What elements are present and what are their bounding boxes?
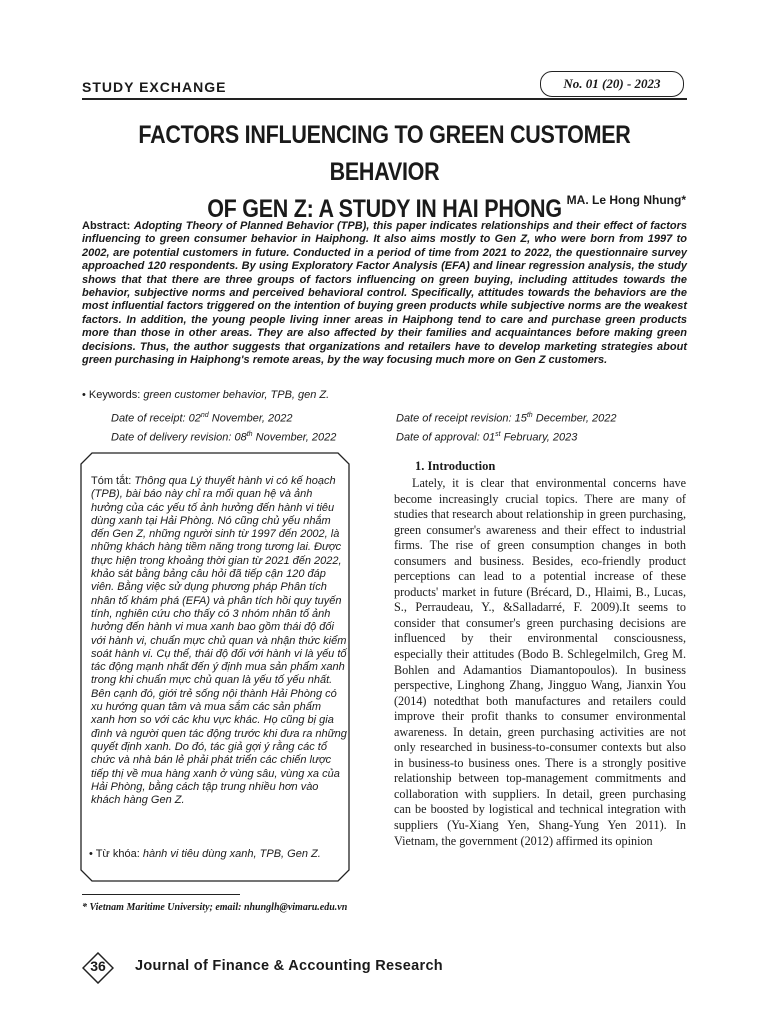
date-receipt-revision: Date of receipt revision: 15th December, 2022	[396, 412, 617, 425]
title-line-1: FACTORS INFLUENCING TO GREEN CUSTOMER BEHAVIOR	[138, 121, 631, 186]
issue-badge: No. 01 (20) - 2023	[540, 71, 684, 97]
author-name: MA. Le Hong Nhung*	[566, 193, 686, 207]
footnote-rule	[82, 894, 240, 895]
date-approval: Date of approval: 01st February, 2023	[396, 431, 578, 444]
footnote: * Vietnam Maritime University; email: nhunglh@vimaru.edu.vn	[82, 902, 348, 913]
vn-keywords-text: hành vi tiêu dùng xanh, TPB, Gen Z.	[142, 848, 321, 860]
vn-keywords	[89, 848, 321, 860]
abstract-text: Adopting Theory of Planned Behavior (TPB), this paper indicates relationships and their effect of factors influencing to green consumer behavior in Haiphong. It also aims mostly to Gen Z, who were born from 1997 to 2002, are potential customers in future. Conducted in a period of time from 2021 to 2022, the questionnaire survey approached 120 respondents. By using Exploratory Factor Analysis (EFA) and linear regression analysis, the study shows that that there are three groups of factors influencing on green buying, including attitudes towards the behavior, subjective norms and perceived behavioral control. Specifically, attitudes towards the behaviors are the most influential factors triggered on the intention of buying green products while subjective norms are the weakest factors. In addition, the young people living inner areas in Haiphong tend to care and purchase green products more than those in other areas. They are also affected by their families and acquaintances before making green decisions. Thus, the author suggests that organizations and retailers have to develop marketing strategies about green purchasing in Haiphong's remote areas, by the way focusing much more on Gen Z customers.	[82, 220, 687, 367]
title-line-2: OF GEN Z: A STUDY IN HAI PHONG	[207, 195, 562, 223]
keywords-label: • Keywords:	[82, 389, 141, 401]
section-label: STUDY EXCHANGE	[82, 79, 227, 95]
keywords-text: green customer behavior, TPB, gen Z.	[143, 389, 330, 401]
intro-body: Lately, it is clear that environmental concerns have become increasingly crucial topics. There are many of studies that research about relationship in green purchasing, green consumer's awareness and their effect to industrial firms. The rise of green consumption changes in both consumers and business. Besides, eco-friendly product perceptions can lead to a potential increase of these products' market in future (Brécard, D., Hlaimi, B., Lucas, S., Perraudeau, Y., &Salladarré, F. 2009).It seems to consider that consumer's green purchasing decisions are influenced by their environmental consciousness, especially their attitudes (Bodo B. Schlegelmilch, Greg M. Bohlen and Adamantios Diamantopoulos). In business perspective, Linghong Zhang, Jingguo Wang, Jianxin You (2014) notedthat both manufactures and retailers could improve their profit thanks to consumer environmental awareness. In detain, green purchasing activities are not only researched in business-to-consumer contexts but also in business-to business ones. There is a strongly positive relationship between top-management commitments and collaboration with suppliers. In detail, green purchasing can be boosted by logistical and technical integration with suppliers (Yu-Xiang Yen, Shang-Yung Yen 2011). In Vietnam, the government (2012) affirmed its opinion	[394, 476, 686, 848]
header-rule	[82, 98, 687, 100]
vn-summary-text	[91, 475, 347, 807]
date-delivery-revision: Date of delivery revision: 08th November, 2022	[111, 431, 337, 444]
intro-heading: 1. Introduction	[415, 459, 496, 473]
abstract	[82, 220, 687, 367]
journal-name: Journal of Finance & Accounting Research	[135, 958, 443, 974]
vn-keywords-label: • Từ khóa:	[89, 848, 140, 860]
page-number: 36	[90, 958, 106, 974]
vn-summary-label: Tóm tắt:	[91, 475, 132, 487]
date-receipt: Date of receipt: 02nd November, 2022	[111, 412, 293, 425]
keywords	[82, 389, 329, 401]
article-title	[124, 117, 644, 228]
abstract-label: Abstract:	[82, 220, 131, 232]
vn-summary-body: Thông qua Lý thuyết hành vi có kế hoạch (TPB), bài báo này chỉ ra mối quan hệ và ảnh hưởng của các yếu tố ảnh hưởng đến hành vi tiêu dùng xanh tại Hải Phòng. Nó cũng chủ yếu nhắm đến Gen Z, những người sinh từ 1997 đến 2002, là những khách hàng tiềm năng trong tương lai. Được thực hiện trong khoảng thời gian từ 2021 đến 2022, khảo sát bằng bảng câu hỏi đã tiếp cận 120 đáp viên. Bằng việc sử dụng phương pháp Phân tích nhân tố khám phá (EFA) và phân tích hồi quy tuyến tính, nghiên cứu cho thấy có 3 nhóm nhân tố ảnh hưởng đến hành vi mua xanh bao gồm thái độ đối với hành vi, chuẩn mực chủ quan và nhận thức kiểm soát hành vi. Cụ thể, thái độ đối với hành vi là yếu tố tác động mạnh nhất đến ý định mua sản phẩm xanh trong khi chuẩn mực chủ quan là yếu tố yếu nhất. Bên cạnh đó, giới trẻ sống nội thành Hải Phòng có xu hướng quan tâm và mua sắm các sản phẩm xanh hơn so với các khu vực khác. Họ cũng bị gia đình và người quen tác động trước khi đưa ra những quyết định xanh. Do đó, tác giả gợi ý rằng các tổ chức và nhà bán lẻ phải phát triển các chiến lược tiếp thị về mua hàng xanh ở vùng sâu, vùng xa của Hải Phòng, bằng cách tập trung nhiều hơn vào khách hàng Gen Z.	[91, 475, 347, 807]
